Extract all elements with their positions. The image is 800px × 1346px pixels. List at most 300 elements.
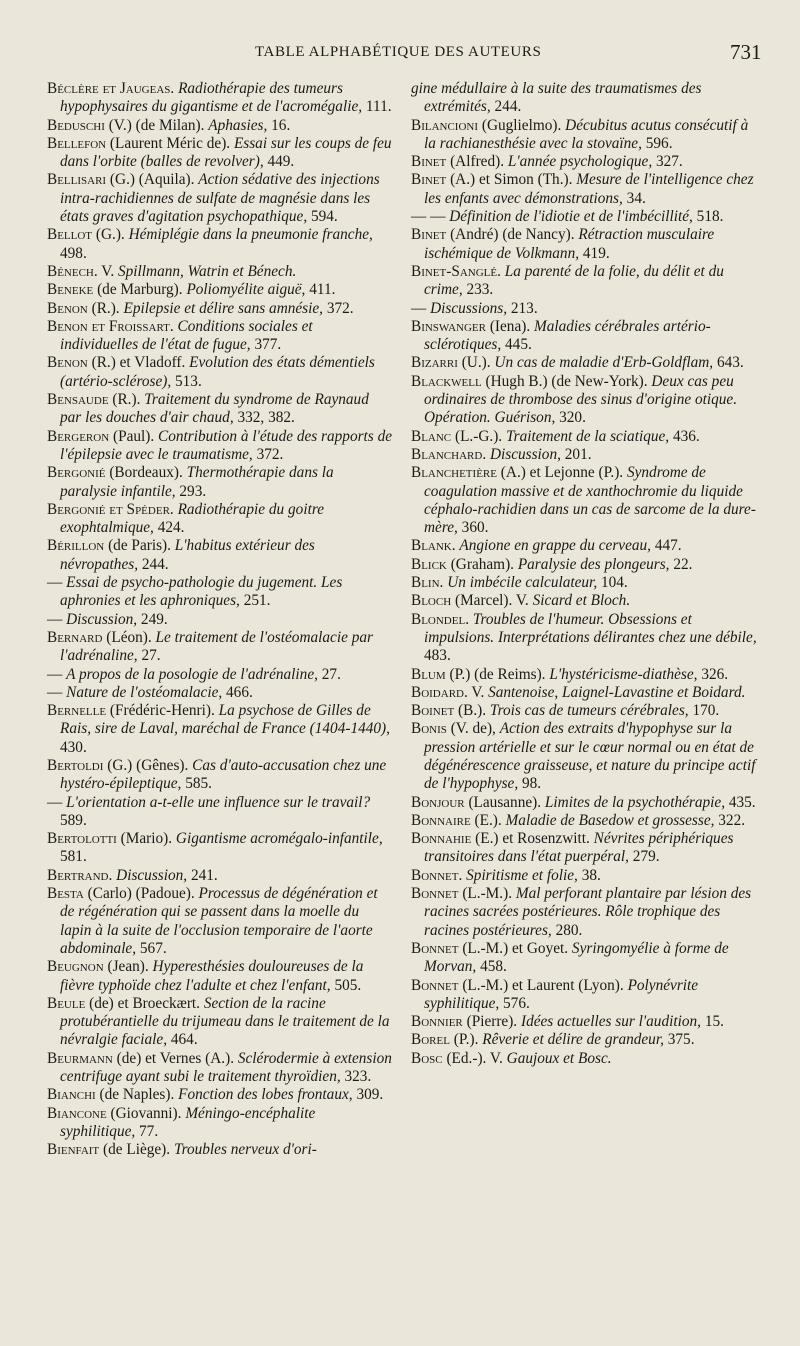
index-entry <box>411 611 757 666</box>
work-title: Aphasies, <box>208 116 268 134</box>
page-reference: 22. <box>673 555 693 573</box>
author-name: Bianchi <box>47 1086 96 1104</box>
author-name: Bellot <box>47 226 93 244</box>
page-number: 731 <box>730 40 762 64</box>
author-note: (P.) (de Reims). <box>449 665 546 683</box>
index-entry <box>47 684 393 702</box>
index-entry <box>47 263 393 281</box>
index-entry <box>47 501 393 538</box>
work-title: L'orientation a-t-elle une influence sur le travail? <box>66 793 371 811</box>
index-column-left <box>47 80 393 1160</box>
index-entry <box>411 684 757 702</box>
page-reference: 411. <box>309 281 336 299</box>
work-title: Evolution des états démentiels (artério-sclérose), <box>60 354 375 390</box>
index-entry <box>411 574 757 592</box>
work-title: L'hystéricisme-diathèse, <box>549 665 698 683</box>
work-title: Cas d'auto-accusation chez une hystéro-épileptique, <box>60 756 387 793</box>
index-entry <box>47 117 393 135</box>
author-note: (G.). <box>95 226 125 244</box>
author-note: (L.-M.). <box>462 885 513 903</box>
index-entry <box>47 885 393 958</box>
author-name: Binswanger <box>411 317 486 335</box>
author-note: (Alfred). <box>450 153 505 171</box>
index-entry <box>411 556 757 574</box>
index-entry <box>411 830 757 867</box>
index-entry <box>411 80 757 117</box>
author-note: (de) et Broeckært. <box>89 994 200 1012</box>
author-name: Blum <box>411 665 446 683</box>
work-title: Fonction des lobes frontaux, <box>178 1086 353 1104</box>
author-note: (Hugh B.) (de New-York). <box>485 372 648 390</box>
work-title: Méningo-encéphalite syphilitique, <box>60 1104 316 1140</box>
author-name: Binet <box>411 153 447 171</box>
page-reference: 505. <box>334 976 362 994</box>
author-note: (André) (de Nancy). <box>450 226 575 244</box>
index-entry <box>47 867 393 885</box>
author-note: (Giovanni). <box>110 1104 182 1122</box>
work-title: Troubles de l'humeur. Obsessions et impulsions. Interprétations délirantes chez une débile, <box>424 610 757 646</box>
index-entry <box>47 1050 393 1087</box>
index-entry <box>411 428 757 446</box>
work-title: L'habitus extérieur des névropathes, <box>60 537 315 573</box>
index-entry <box>47 995 393 1050</box>
author-name: Blondel. <box>411 610 470 628</box>
author-name: — — <box>411 208 446 226</box>
index-entry <box>411 117 757 154</box>
index-entry <box>47 629 393 666</box>
page-reference: 576. <box>503 994 530 1012</box>
author-name: — <box>411 299 427 317</box>
work-title: Traitement du syndrome de Raynaud par les douches d'air chaud, <box>60 391 369 427</box>
author-name: Benon <box>47 299 88 317</box>
author-note: (Guglielmo). <box>481 116 562 134</box>
page-reference: 241. <box>190 866 218 884</box>
author-note: (U.). <box>461 354 491 372</box>
author-note: (E.) et Rosenzwitt. <box>475 830 590 848</box>
work-title: Contribution à l'étude des rapports de l'épilepsie avec le traumatisme, <box>60 427 393 463</box>
author-name: — <box>47 610 63 628</box>
page-reference: 424. <box>157 519 185 537</box>
author-name: Bertolotti <box>47 830 117 848</box>
author-name: Blanchard. <box>411 445 487 463</box>
work-title: Discussion, <box>116 866 188 884</box>
author-note: (Frédéric-Henri). <box>109 702 215 720</box>
index-entry <box>47 135 393 172</box>
work-title: Mesure de l'intelligence chez les enfants avec démonstrations, <box>424 171 754 207</box>
author-note: (de Paris). <box>108 537 171 555</box>
index-entry <box>411 666 757 684</box>
page-reference: 498. <box>60 244 87 262</box>
author-name: Blank. <box>411 537 456 555</box>
author-name: Bilancioni <box>411 116 479 134</box>
author-note: (P.). <box>453 1031 479 1049</box>
index-entry <box>47 537 393 574</box>
author-name: Bonjour <box>411 793 465 811</box>
page-reference: 375. <box>667 1031 695 1049</box>
page-reference: 466. <box>226 683 253 701</box>
page-reference: 567. <box>139 939 167 957</box>
author-note: (L.-G.). <box>454 427 503 445</box>
page-reference: 518. <box>696 208 724 226</box>
page-reference: 233. <box>466 281 494 299</box>
page-reference: 589. <box>60 811 87 829</box>
work-title: Nature de l'ostéomalacie, <box>66 683 223 701</box>
author-name: Beugnon <box>47 958 104 976</box>
work-title: Epilepsie et délire sans amnésie, <box>123 299 323 317</box>
index-entry <box>47 464 393 501</box>
author-note: (L.-M.) et Laurent (Lyon). <box>462 976 624 994</box>
author-name: Bertoldi <box>47 756 104 774</box>
author-name: Bellefon <box>47 134 107 152</box>
page-reference: 449. <box>267 153 295 171</box>
work-title: Névrites périphériques transitoires dans l'état puerpéral, <box>424 830 734 866</box>
author-note: (Graham). <box>450 555 514 573</box>
author-note: (de Marburg). <box>97 281 183 299</box>
index-entry <box>47 354 393 391</box>
author-name: Bonnaire <box>411 811 471 829</box>
page-reference: 293. <box>179 482 207 500</box>
page-reference: 98. <box>522 775 542 793</box>
index-entry <box>411 226 757 263</box>
work-title: Troubles nerveux d'ori- <box>173 1141 317 1159</box>
page-reference: 104. <box>600 574 628 592</box>
author-note: (Pierre). <box>466 1013 518 1031</box>
index-entry <box>411 885 757 940</box>
author-name: Bergonié <box>47 464 106 482</box>
index-entry <box>47 318 393 355</box>
page-reference: 430. <box>60 738 87 756</box>
author-name: Borel <box>411 1031 450 1049</box>
index-entry <box>47 1141 393 1159</box>
author-name: Biancone <box>47 1104 107 1122</box>
work-title: Syndrome de coagulation massive et de xanthochromie du liquide céphalo-rachidien dans un cas de sarcome de la dure-mère, <box>424 464 756 537</box>
author-name: Blanc <box>411 427 452 445</box>
author-note: (Paul). <box>112 427 155 445</box>
author-name: Bizarri <box>411 354 458 372</box>
work-title: Processus de dégénération et de régénération qui se passent dans la moelle du lapin à la suite de l'occlusion temporaire de l'aorte abdominale, <box>60 885 378 957</box>
author-name: Bérillon <box>47 537 105 555</box>
author-note: (Mario). <box>120 830 173 848</box>
author-note: (de Naples). <box>99 1086 175 1104</box>
work-title: Hyperesthésies douloureuses de la fièvre typhoïde chez l'adulte et chez l'enfant, <box>60 958 364 994</box>
work-title: gine médullaire à la suite des traumatismes des extrémités, <box>411 80 702 116</box>
page-reference: 280. <box>555 921 583 939</box>
page-reference: 251. <box>243 592 271 610</box>
page-reference: 244. <box>494 98 522 116</box>
author-note: (Laurent Méric de). <box>109 134 231 152</box>
author-name: Bergeron <box>47 427 110 445</box>
author-name: Besta <box>47 885 84 903</box>
page-reference: 16. <box>271 116 291 134</box>
author-name: Bernelle <box>47 702 107 720</box>
running-title: TABLE ALPHABÉTIQUE DES AUTEURS <box>255 44 542 60</box>
work-title: A propos de la posologie de l'adrénaline, <box>66 665 318 683</box>
page-reference: 320. <box>559 409 586 427</box>
author-name: Bonnier <box>411 1013 463 1031</box>
index-entry <box>411 537 757 555</box>
index-entry <box>411 373 757 428</box>
page-reference: 27. <box>141 647 161 665</box>
work-title: Limites de la psychothérapie, <box>544 793 726 811</box>
work-title: Radiothérapie des tumeurs hypophysaires du gigantisme et de l'acromégalie, <box>60 80 363 116</box>
index-entry <box>47 80 393 117</box>
work-title: Décubitus acutus consécutif à la rachianesthésie avec la stovaïne, <box>424 116 749 152</box>
page-reference: 15. <box>704 1013 724 1031</box>
author-note: (Jean). <box>107 958 149 976</box>
work-title: L'année psychologique, <box>507 153 653 171</box>
index-entry <box>411 318 757 355</box>
page-reference: 445. <box>505 336 532 354</box>
page-reference: 464. <box>170 1031 198 1049</box>
page-reference: 447. <box>654 537 682 555</box>
author-name: Beduschi <box>47 116 105 134</box>
page-reference: 326. <box>701 665 729 683</box>
work-title: Spiritisme et folie, <box>466 866 578 884</box>
index-entry <box>47 428 393 465</box>
author-name: Blin. <box>411 574 444 592</box>
author-name: Bosc <box>411 1049 443 1067</box>
work-title: Section de la racine protubérantielle du trijumeau dans le traitement de la névralgie faciale, <box>60 994 390 1049</box>
work-title: Polynévrite syphilitique, <box>424 976 699 1012</box>
index-column-right <box>411 80 757 1068</box>
author-note: (R.). <box>112 391 141 409</box>
index-entry <box>47 574 393 611</box>
index-entry <box>47 666 393 684</box>
author-name: Benon <box>47 354 88 372</box>
work-title: Conditions sociales et individuelles de l'état de fugue, <box>60 317 313 354</box>
work-title: Radiothérapie du goitre exophtalmique, <box>60 500 324 537</box>
page-reference: 77. <box>139 1122 159 1140</box>
index-entry <box>411 464 757 537</box>
author-name: Beneke <box>47 281 94 299</box>
index-entry <box>411 208 757 226</box>
index-entry <box>411 1031 757 1049</box>
work-title: Santenoise, Laignel-Lavastine et Boidard. <box>488 683 746 701</box>
page-reference: 513. <box>175 372 202 390</box>
page-reference: 279. <box>632 848 660 866</box>
work-title: Angione en grappe du cerveau, <box>459 537 651 555</box>
author-name: — <box>47 793 63 811</box>
index-entry <box>47 226 393 263</box>
author-name: Bienfait <box>47 1141 100 1159</box>
work-title: La parenté de la folie, du délit et du crime, <box>424 262 724 299</box>
index-entry <box>411 977 757 1014</box>
work-title: Sclérodermie à extension centrifuge ayant subi le traitement thyroïdien, <box>60 1049 392 1086</box>
page-reference: 244. <box>141 555 169 573</box>
index-entry <box>411 812 757 830</box>
index-entry <box>411 1013 757 1031</box>
page-reference: 249. <box>140 610 168 628</box>
author-note: (R.). <box>91 299 120 317</box>
work-title: Deux cas peu ordinaires de thrombose des sinus d'origine otique. Opération. Guérison, <box>424 372 738 427</box>
work-title: Syringomyélie à forme de Morvan, <box>424 939 729 976</box>
work-title: Essai sur les coups de feu dans l'orbite (balles de revolver), <box>60 134 392 171</box>
index-entry <box>47 958 393 995</box>
index-entry <box>47 830 393 867</box>
page-reference: 322. <box>718 811 746 829</box>
author-note: (Marcel). V. <box>454 592 529 610</box>
author-name: Boidard. <box>411 683 468 701</box>
index-entry <box>47 702 393 757</box>
work-title: Le traitement de l'ostéomalacie par l'adrénaline, <box>60 628 373 665</box>
author-note: (Carlo) (Padoue). <box>87 885 195 903</box>
author-note: (G.) (Aquila). <box>109 171 195 189</box>
index-entry <box>411 592 757 610</box>
author-name: Binet-Sanglé. <box>411 262 501 280</box>
author-name: Binet <box>411 226 447 244</box>
author-name: Béclère et Jaugeas. <box>47 80 175 97</box>
work-title: Paralysie des plongeurs, <box>517 555 670 573</box>
work-title: Discussions, <box>430 299 508 317</box>
work-title: Spillmann, Watrin et Bénech. <box>118 262 297 280</box>
work-title: Rêverie et délire de grandeur, <box>482 1031 664 1049</box>
author-note: (R.) et Vladoff. <box>91 354 186 372</box>
author-note: (Ed.-). V. <box>446 1049 503 1067</box>
author-name: Bonnet <box>411 885 459 903</box>
page-reference: 435. <box>728 793 756 811</box>
author-name: — <box>47 574 63 592</box>
author-note: (V. de), <box>450 720 496 738</box>
author-name: Blick <box>411 555 447 573</box>
author-name: Bénech. <box>47 262 98 280</box>
index-entry <box>47 1086 393 1104</box>
author-name: Bergonié et Spéder. <box>47 500 174 518</box>
page-reference: 643. <box>716 354 744 372</box>
index-entry <box>47 1105 393 1142</box>
page-reference: 594. <box>310 208 338 226</box>
author-note: V. <box>471 683 485 701</box>
page-reference: 309. <box>356 1086 384 1104</box>
author-name: Boinet <box>411 702 455 720</box>
author-note: (V.) (de Milan). <box>108 116 205 134</box>
author-name: Beurmann <box>47 1049 113 1067</box>
work-title: Un cas de maladie d'Erb-Goldflam, <box>494 354 714 372</box>
author-note: (de) et Vernes (A.). <box>116 1049 235 1067</box>
author-name: Bonnet <box>411 939 459 957</box>
index-entry <box>411 354 757 372</box>
page-reference: 458. <box>480 958 507 976</box>
index-entry <box>411 1050 757 1068</box>
work-title: La psychose de Gilles de Rais, sire de Laval, maréchal de France (1404-1440), <box>60 702 390 738</box>
index-entry <box>411 940 757 977</box>
index-entry <box>411 300 757 318</box>
author-name: Bonnahie <box>411 830 472 848</box>
author-note: (B.). <box>458 702 487 720</box>
work-title: Essai de psycho-pathologie du jugement. Les aphronies et les aphroniques, <box>60 574 343 610</box>
work-title: Discussion, <box>489 445 561 463</box>
author-name: — <box>47 665 63 683</box>
author-name: Beule <box>47 994 86 1012</box>
work-title: Traitement de la sciatique, <box>505 427 670 445</box>
author-note: (de Liège). <box>103 1141 171 1159</box>
work-title: Thermothérapie dans la paralysie infantile, <box>60 464 334 500</box>
author-name: Blackwell <box>411 372 482 390</box>
author-name: Bonis <box>411 720 447 738</box>
author-name: Bloch <box>411 592 452 610</box>
page-reference: 360. <box>461 519 489 537</box>
work-title: Idées actuelles sur l'audition, <box>520 1013 701 1031</box>
work-title: Gigantisme acromégalo-infantile, <box>175 830 383 848</box>
work-title: Maladies cérébrales artério-sclérotiques, <box>424 317 711 354</box>
author-note: (Bordeaux). <box>109 464 183 482</box>
page-reference: 213. <box>510 299 538 317</box>
index-entry <box>411 794 757 812</box>
author-note: (A.) et Lejonne (P.). <box>500 464 624 482</box>
page-reference: 377. <box>254 336 282 354</box>
index-entry <box>411 153 757 171</box>
index-entry <box>411 720 757 793</box>
index-entry <box>47 611 393 629</box>
page-reference: 585. <box>185 775 212 793</box>
author-name: Bellisari <box>47 171 107 189</box>
author-name: Benon et Froissart. <box>47 317 174 335</box>
author-name: Bonnet <box>411 976 459 994</box>
page-reference: 332, 382. <box>237 409 295 427</box>
index-entry <box>411 171 757 208</box>
page-reference: 419. <box>582 244 610 262</box>
index-entry <box>47 300 393 318</box>
page-reference: 372. <box>326 299 354 317</box>
work-title: Définition de l'idiotie et de l'imbécillité, <box>449 208 693 226</box>
work-title: Mal perforant plantaire par lésion des racines sacrées postérieures. Rôle trophique des racines postérieures, <box>424 885 752 939</box>
page-reference: 170. <box>692 702 720 720</box>
author-name: Bonnet. <box>411 866 463 884</box>
work-title: Poliomyélite aiguë, <box>186 281 306 299</box>
work-title: Hémiplégie dans la pneumonie franche, <box>128 226 373 244</box>
page-reference: 201. <box>564 445 592 463</box>
author-note: (E.). <box>474 811 502 829</box>
author-name: Bensaude <box>47 391 109 409</box>
work-title: Un imbécile calculateur, <box>447 574 598 592</box>
work-title: Rétraction musculaire ischémique de Volkmann, <box>424 226 715 262</box>
page-reference: 596. <box>645 134 673 152</box>
work-title: Gaujoux et Bosc. <box>506 1049 612 1067</box>
index-entry <box>47 757 393 794</box>
index-entry <box>47 171 393 226</box>
author-name: — <box>47 683 63 701</box>
page-reference: 581. <box>60 848 87 866</box>
index-entry <box>411 702 757 720</box>
author-note: (A.) et Simon (Th.). <box>450 171 573 189</box>
page-reference: 327. <box>655 153 683 171</box>
work-title: Trois cas de tumeurs cérébrales, <box>489 702 689 720</box>
author-name: Blanchetière <box>411 464 497 482</box>
page-reference: 483. <box>424 647 451 665</box>
page-reference: 38. <box>581 866 601 884</box>
page-reference: 436. <box>672 427 700 445</box>
work-title: Discussion, <box>66 610 138 628</box>
author-note: V. <box>101 262 115 280</box>
author-note: (L.-M.) et Goyet. <box>462 939 569 957</box>
work-title: Action sédative des injections intra-rachidiennes de sulfate de magnésie dans les états graves d'agitation psychopathique, <box>60 171 380 226</box>
index-entry <box>411 867 757 885</box>
work-title: Maladie de Basedow et grossesse, <box>505 811 715 829</box>
page-reference: 27. <box>321 665 341 683</box>
index-entry <box>411 263 757 300</box>
work-title: Sicard et Bloch. <box>532 592 631 610</box>
author-note: (Lausanne). <box>468 793 542 811</box>
author-name: Bernard <box>47 628 103 646</box>
page-reference: 323. <box>344 1068 372 1086</box>
page-reference: 372. <box>256 445 284 463</box>
page-reference: 111. <box>365 98 392 116</box>
index-entry <box>47 794 393 831</box>
author-name: Bertrand. <box>47 866 113 884</box>
work-title: Action des extraits d'hypophyse sur la pression artérielle et sur le cœur normal ou en état de dégénérescence graisseuse, et nature du principe actif de l'hypophyse, <box>424 720 756 793</box>
author-note: (Iena). <box>489 317 531 335</box>
index-entry <box>47 281 393 299</box>
page-reference: 34. <box>626 189 646 207</box>
